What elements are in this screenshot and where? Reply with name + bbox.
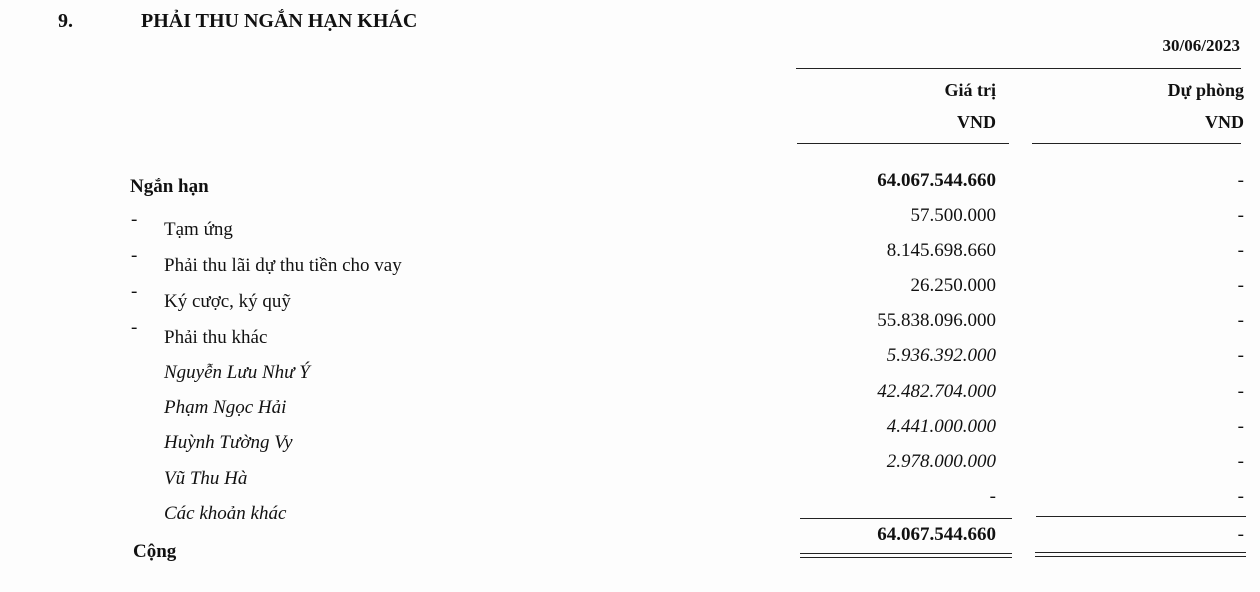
row-label: Tạm ứng [164,219,233,240]
row-label: Phạm Ngọc Hải [164,397,287,418]
row-label: Phải thu lãi dự thu tiền cho vay [164,255,402,276]
row-provision: - [1237,345,1244,366]
row-label: Nguyễn Lưu Như Ý [164,362,310,383]
total-double-rule-provision [1035,552,1246,557]
row-provision: - [1237,381,1244,402]
subtotal-rule-provision [1036,516,1246,517]
header-bottom-rule-provision [1032,143,1241,144]
section-number: 9. [58,10,73,32]
header-top-rule [796,68,1241,69]
row-provision: - [1237,205,1244,226]
row-value: 2.978.000.000 [886,451,996,472]
row-provision: - [1237,451,1244,472]
row-value: 5.936.392.000 [886,345,996,366]
column-unit-value: VND [957,112,996,132]
row-label: Huỳnh Tường Vy [164,432,293,453]
row-provision: - [1237,310,1244,331]
row-label: Phải thu khác [164,327,268,348]
bullet-dash: - [131,209,138,230]
row-provision: - [1237,170,1244,191]
row-label: Các khoản khác [164,503,287,524]
row-value: 64.067.544.660 [877,170,996,191]
total-value: 64.067.544.660 [877,524,996,545]
total-label: Cộng [133,541,177,562]
subtotal-rule-value [800,518,1012,519]
row-value: - [989,486,996,507]
bullet-dash: - [131,281,138,302]
period-date: 30/06/2023 [1162,36,1240,55]
row-value: 26.250.000 [910,275,996,296]
bullet-dash: - [131,317,138,338]
bullet-dash: - [131,245,138,266]
column-header-value: Giá trị [944,80,996,100]
row-label: Ký cược, ký quỹ [164,291,291,312]
column-unit-provision: VND [1205,112,1244,132]
row-value: 42.482.704.000 [877,381,996,402]
header-bottom-rule-value [797,143,1009,144]
row-label: Ngắn hạn [130,176,209,197]
row-provision: - [1237,486,1244,507]
row-value: 8.145.698.660 [886,240,996,261]
total-double-rule-value [800,553,1012,558]
row-value: 4.441.000.000 [886,416,996,437]
total-provision: - [1237,524,1244,545]
row-provision: - [1237,240,1244,261]
row-value: 57.500.000 [910,205,996,226]
row-provision: - [1237,416,1244,437]
row-provision: - [1237,275,1244,296]
row-label: Vũ Thu Hà [164,468,248,489]
section-title: PHẢI THU NGẮN HẠN KHÁC [141,10,418,32]
row-value: 55.838.096.000 [877,310,996,331]
column-header-provision: Dự phòng [1167,80,1244,100]
